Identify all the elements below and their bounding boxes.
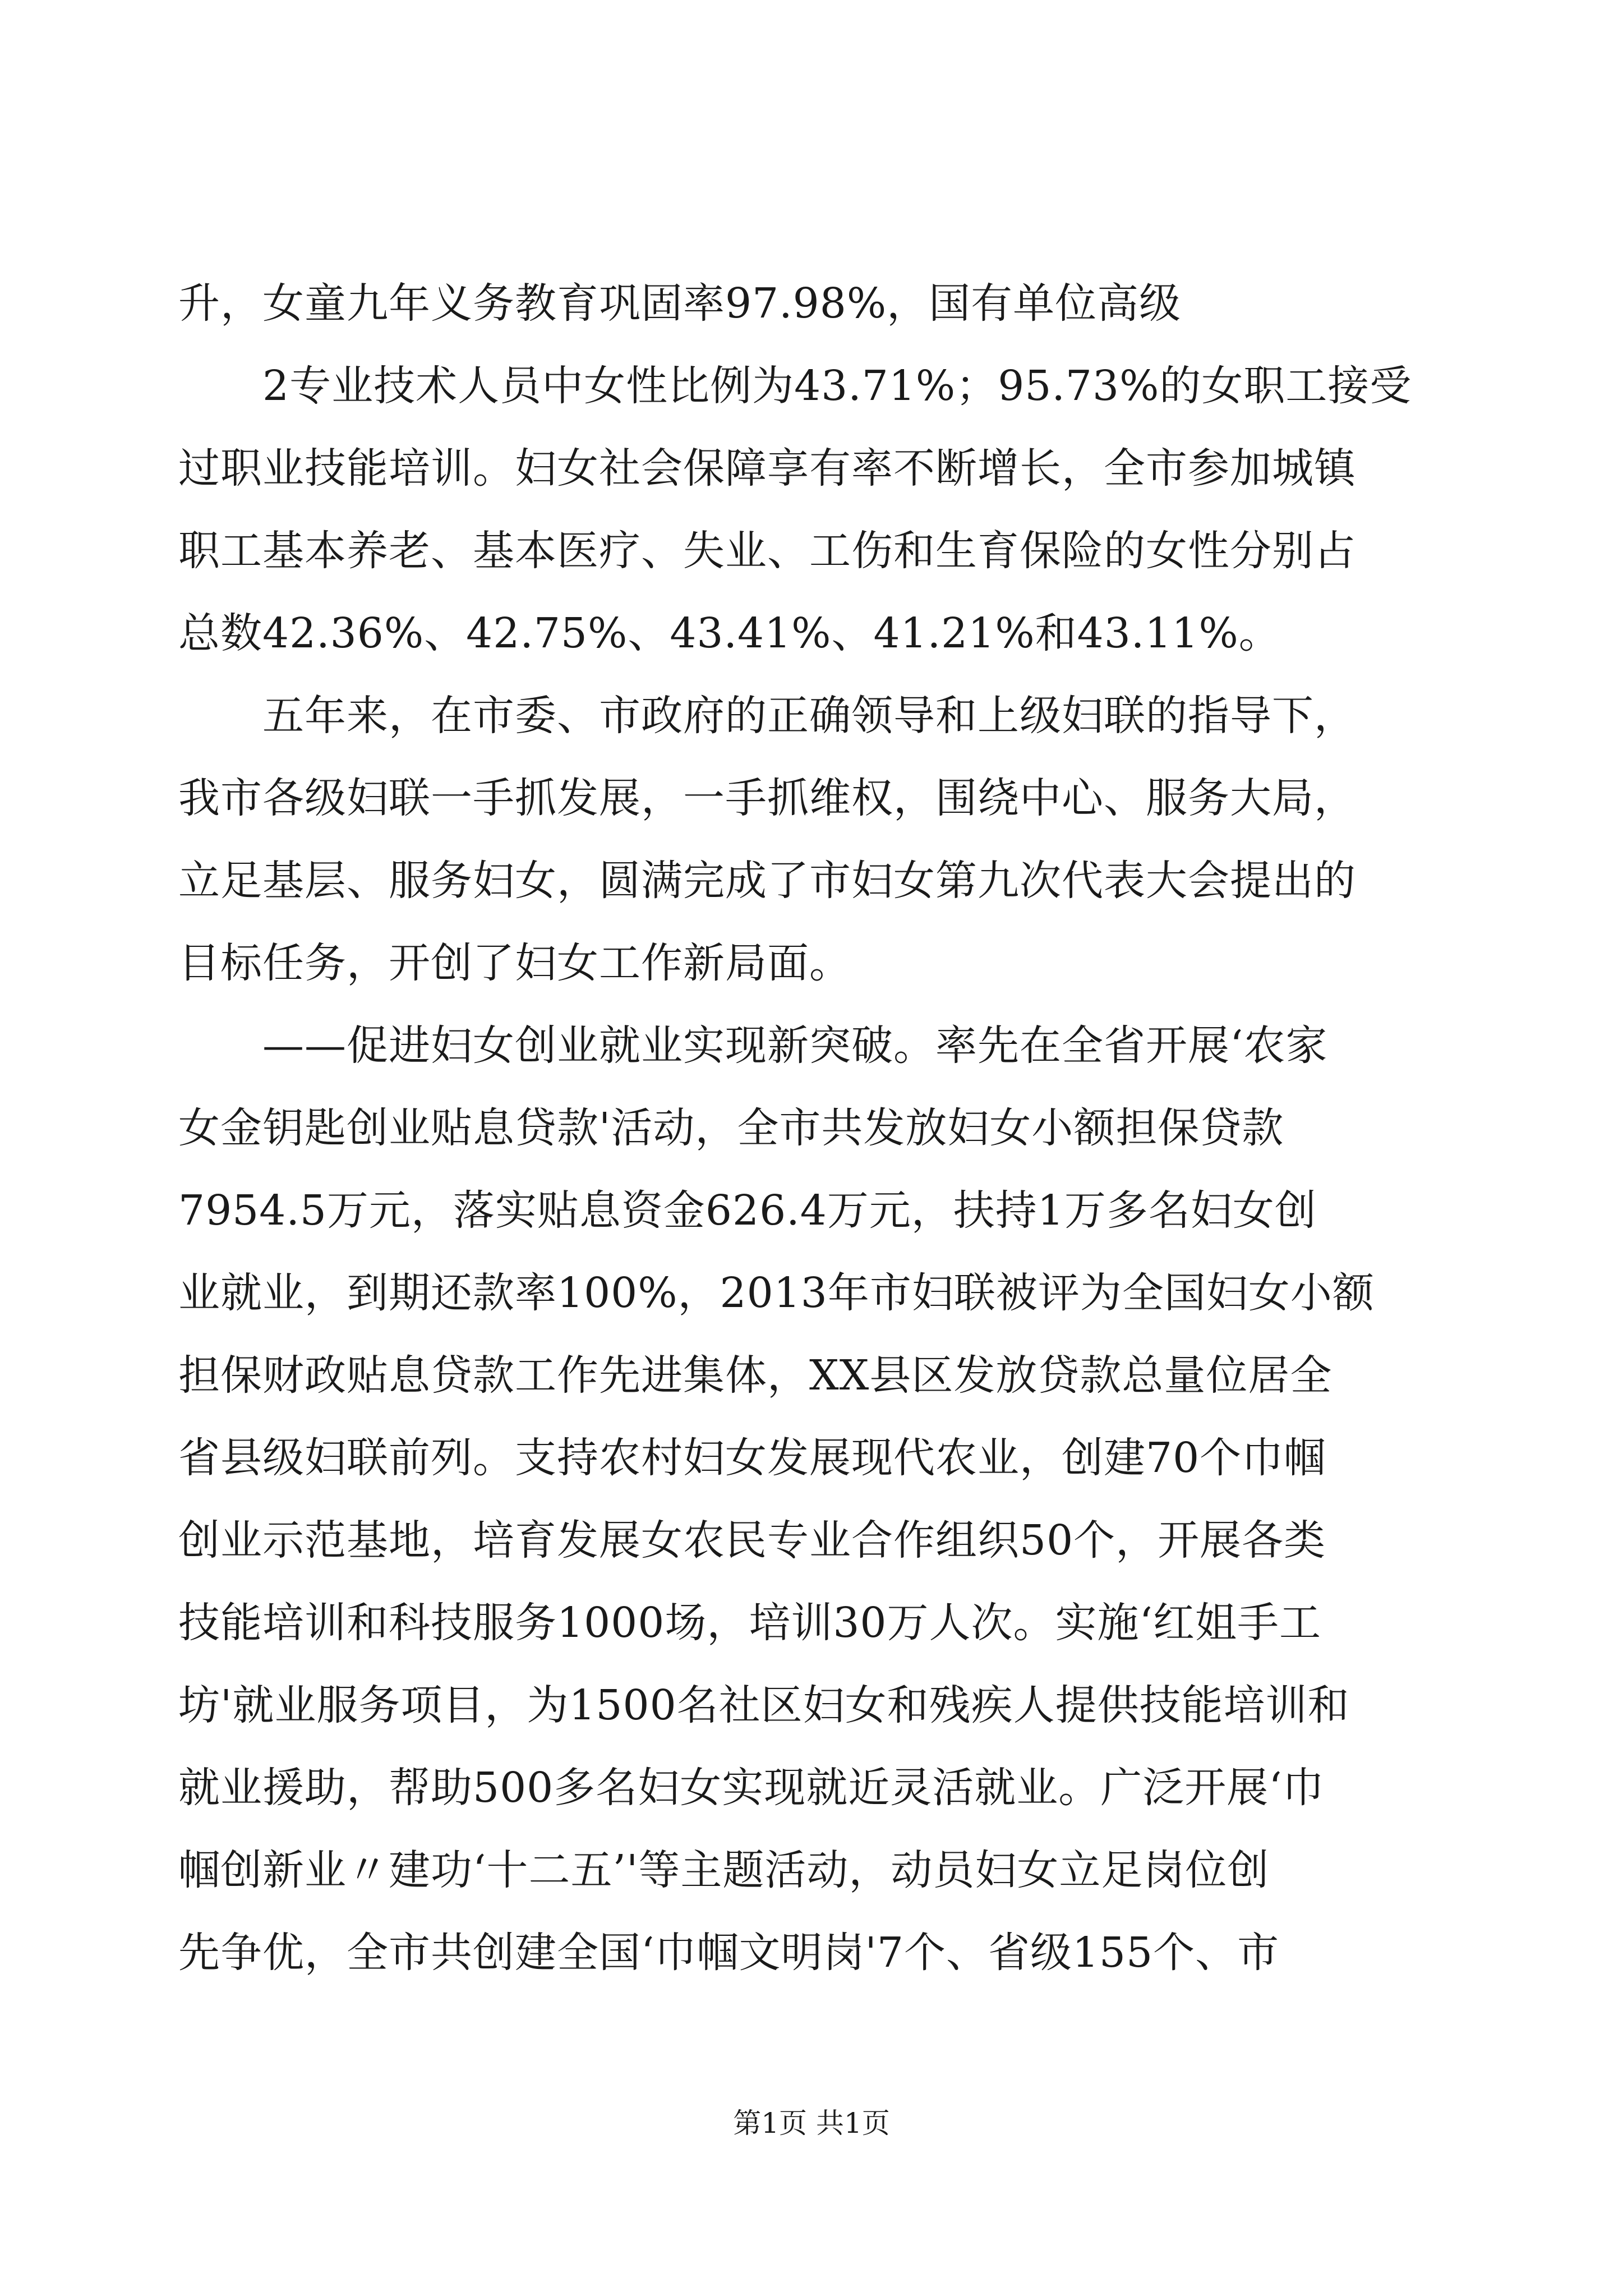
text-line: 创业示范基地，培育发展女农民专业合作组织50个，开展各类 (178, 1516, 1326, 1565)
text-line: 帼创新业〃建功‘十二五’'等主题活动，动员妇女立足岗位创 (178, 1846, 1270, 1894)
text-line: 先争优，全市共创建全国‘巾帼文明岗'7个、省级155个、市 (178, 1929, 1280, 1977)
text-line: 担保财政贴息贷款工作先进集体，XX县区发放贷款总量位居全 (178, 1351, 1332, 1400)
text-line: 过职业技能培训。妇女社会保障享有率不断增长，全市参加城镇 (178, 444, 1356, 493)
text-line: ——促进妇女创业就业实现新突破。率先在全省开展‘农家 (178, 1022, 1328, 1070)
text-line: 业就业，到期还款率100%，2013年市妇联被评为全国妇女小额 (178, 1269, 1375, 1317)
text-line: 五年来，在市委、市政府的正确领导和上级妇联的指导下， (178, 692, 1356, 740)
text-line: 总数42.36%、42.75%、43.41%、41.21%和43.11%。 (178, 609, 1281, 657)
text-line: 坊'就业服务项目，为1500名社区妇女和残疾人提供技能培训和 (178, 1681, 1350, 1729)
text-line: 7954.5万元，落实贴息资金626.4万元，扶持1万多名妇女创 (178, 1186, 1317, 1235)
text-line: 技能培训和科技服务1000场，培训30万人次。实施‘红姐手工 (178, 1599, 1322, 1647)
text-line: 立足基层、服务妇女，圆满完成了市妇女第九次代表大会提出的 (178, 857, 1356, 905)
body-text (178, 263, 1446, 1994)
text-line: 目标任务，开创了妇女工作新局面。 (178, 939, 851, 987)
text-line: 2专业技术人员中女性比例为43.71%；95.73%的女职工接受 (178, 362, 1412, 410)
text-line: 省县级妇联前列。支持农村妇女发展现代农业，创建70个巾帼 (178, 1434, 1326, 1482)
text-line: 我市各级妇联一手抓发展，一手抓维权，围绕中心、服务大局， (178, 774, 1356, 822)
text-line: 就业援助，帮助500多名妇女实现就近灵活就业。广泛开展‘巾 (178, 1764, 1325, 1812)
page-number: 第1页 共1页 (733, 2107, 890, 2139)
text-line: 职工基本养老、基本医疗、失业、工伤和生育保险的女性分别占 (178, 527, 1356, 575)
page-footer (0, 2104, 1623, 2143)
text-line: 升，女童九年义务教育巩固率97.98%，国有单位高级 (178, 279, 1182, 328)
text-line: 女金钥匙创业贴息贷款'活动，全市共发放妇女小额担保贷款 (178, 1104, 1284, 1152)
